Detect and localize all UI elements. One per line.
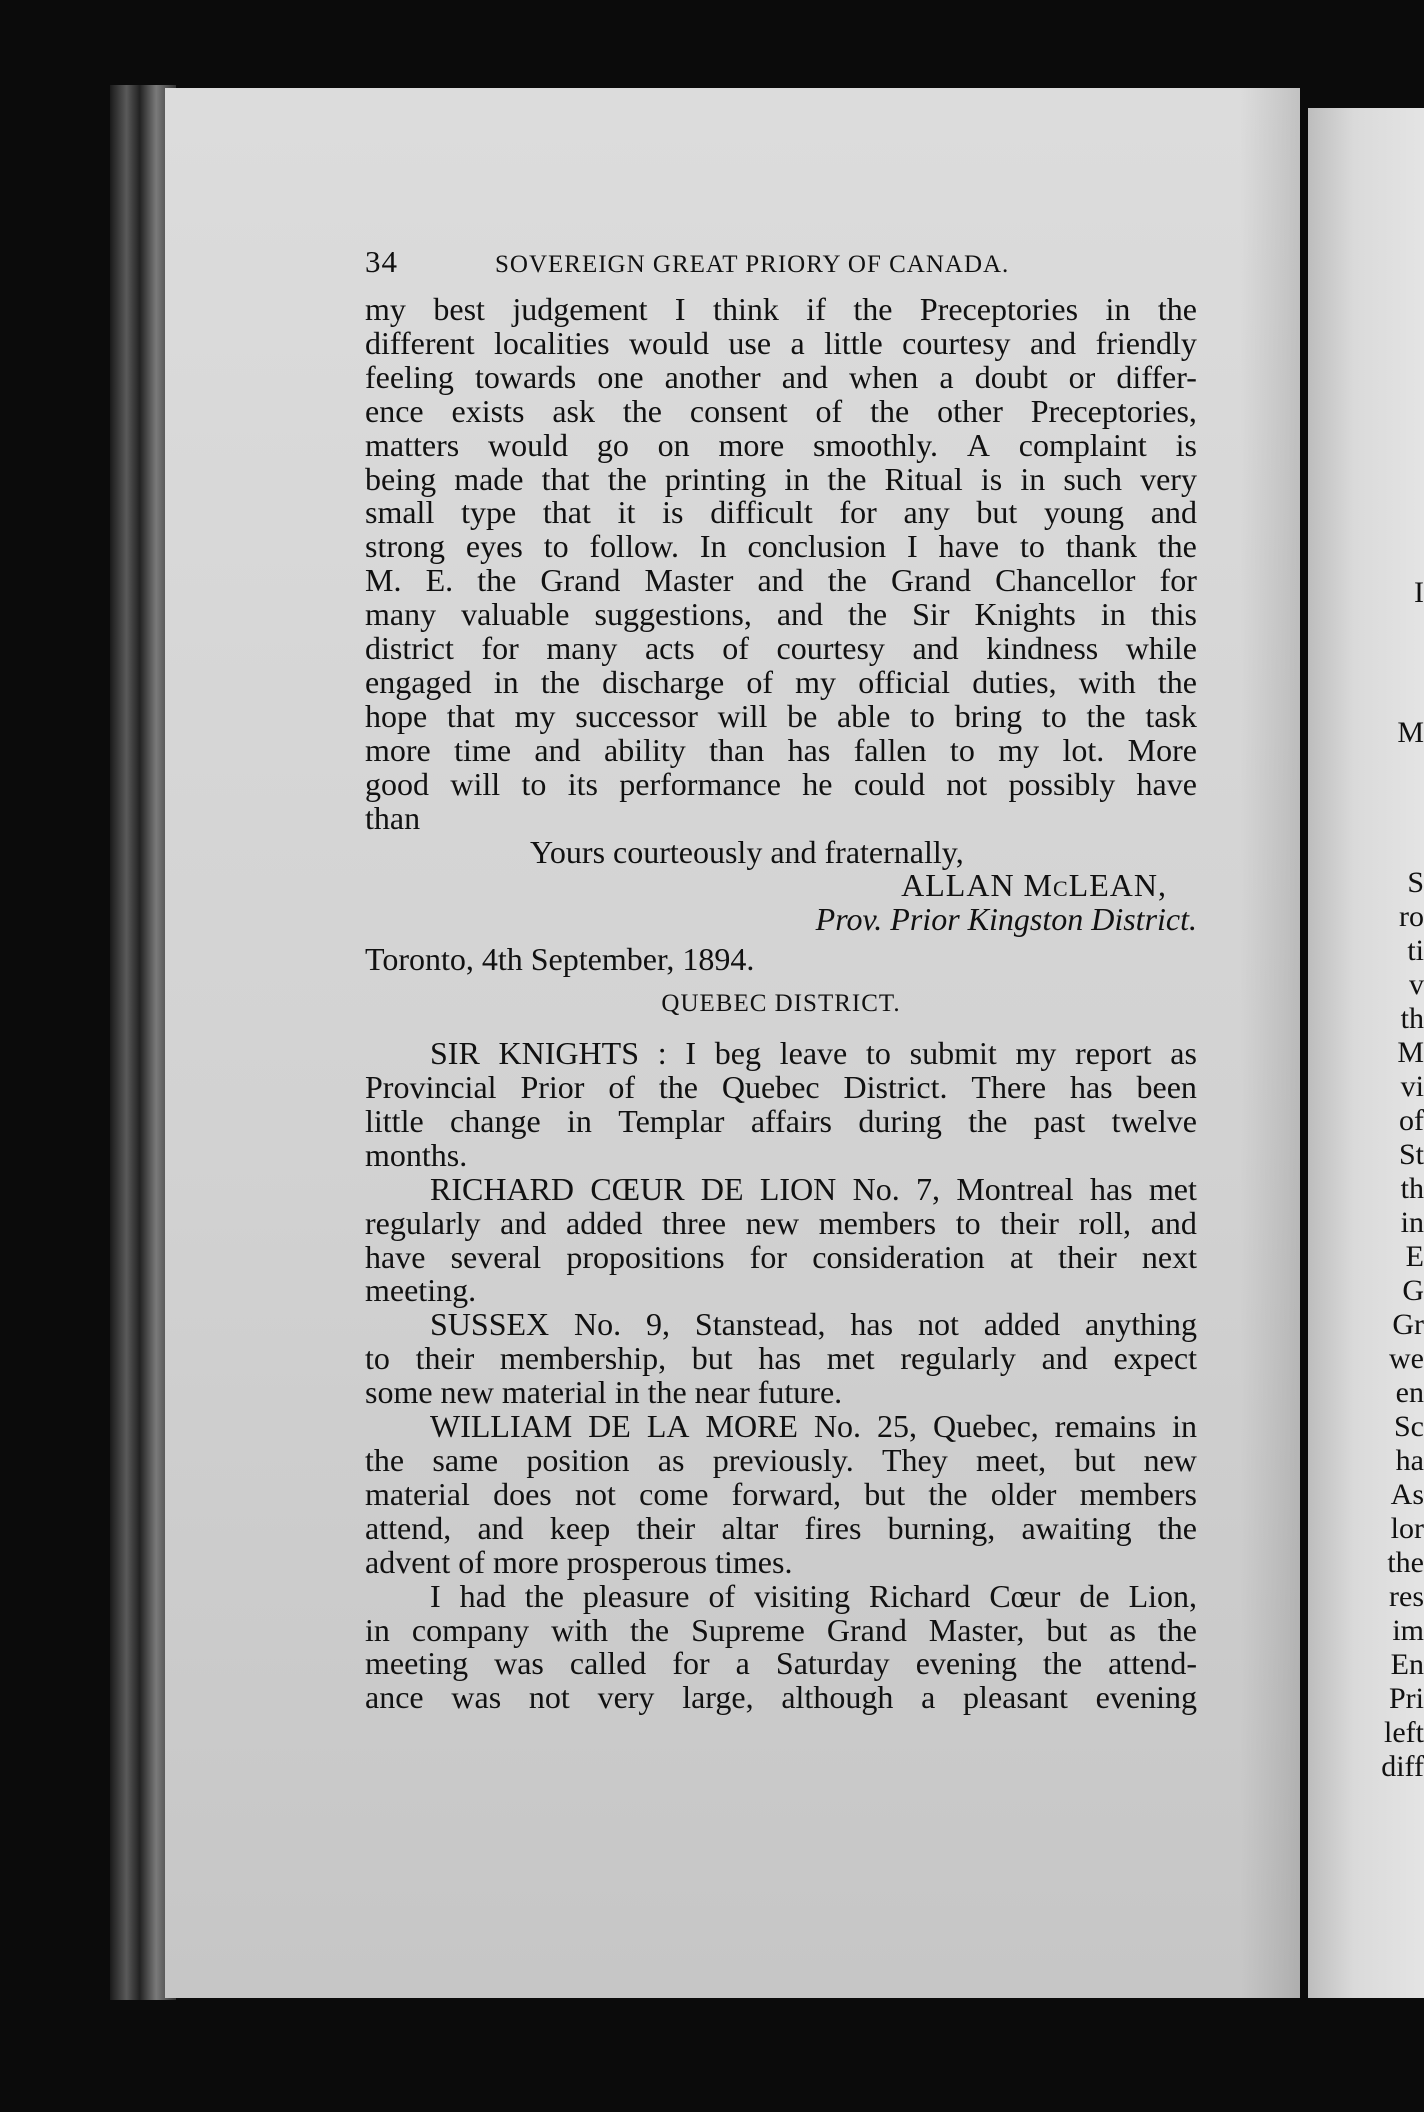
adjacent-fragment: im xyxy=(1392,1614,1424,1647)
adjacent-fragment: diff xyxy=(1381,1750,1424,1783)
adjacent-fragment: Sc xyxy=(1394,1410,1424,1443)
text-line: WILLIAM DE LA MORE No. 25, Quebec, remains in xyxy=(430,1408,1197,1445)
adjacent-page-edge xyxy=(1308,108,1424,1998)
paragraph xyxy=(365,1577,1197,1716)
signature-name: ALLAN McLEAN, xyxy=(901,867,1167,904)
adjacent-fragment: M xyxy=(1397,1036,1424,1069)
text-line: my best judgement I think if the Preceptories in the xyxy=(365,291,1197,327)
adjacent-fragment: E xyxy=(1405,1240,1424,1273)
text-line: RICHARD CŒUR DE LION No. 7, Montreal has met xyxy=(430,1170,1197,1207)
adjacent-fragment: en xyxy=(1395,1376,1424,1409)
adjacent-fragment: ti xyxy=(1407,934,1424,967)
adjacent-fragment: left xyxy=(1384,1716,1424,1749)
text-line: advent of more prosperous times. xyxy=(365,1543,793,1580)
adjacent-fragment: I xyxy=(1414,576,1424,609)
text-line: ance was not very large, although a pleasant evening xyxy=(365,1679,1197,1716)
text-line: meeting. xyxy=(365,1272,477,1309)
text-line: engaged in the discharge of my official duties, with the xyxy=(365,663,1197,700)
text-line: M. E. the Grand Master and the Grand Chancellor for xyxy=(365,562,1197,599)
adjacent-fragment: St xyxy=(1398,1138,1424,1171)
paragraph xyxy=(365,1037,1197,1173)
adjacent-fragment: As xyxy=(1390,1478,1424,1511)
adjacent-fragment: Pri xyxy=(1388,1682,1424,1715)
page-number: 34 xyxy=(365,244,398,279)
adjacent-fragment: v xyxy=(1409,968,1424,1001)
adjacent-fragment: En xyxy=(1390,1648,1424,1681)
text-line: regularly and added three new members to their roll, and xyxy=(365,1204,1197,1241)
text-line: matters would go on more smoothly. A complaint is xyxy=(365,426,1197,463)
adjacent-fragment: M xyxy=(1397,716,1424,749)
adjacent-fragment: G xyxy=(1402,1274,1424,1307)
text-line: Provincial Prior of the Quebec District. There has been xyxy=(365,1069,1197,1106)
text-line: in company with the Supreme Grand Master, but as the xyxy=(365,1611,1197,1648)
page-text xyxy=(365,245,1197,1715)
text-line: the same position as previously. They meet, but new xyxy=(365,1442,1197,1478)
text-line: to their membership, but has met regularly and expect xyxy=(365,1340,1197,1377)
section-heading: QUEBEC DISTRICT. xyxy=(661,990,901,1018)
text-line: meeting was called for a Saturday evening the attend- xyxy=(365,1645,1197,1682)
dateline: Toronto, 4th September, 1894. xyxy=(365,941,755,978)
adjacent-fragment: res xyxy=(1389,1580,1424,1613)
text-line: months. xyxy=(365,1136,468,1173)
text-line: than xyxy=(365,799,421,836)
text-line: district for many acts of courtesy and kindness while xyxy=(365,630,1197,667)
adjacent-fragment: lor xyxy=(1390,1512,1424,1545)
paragraph xyxy=(365,1410,1197,1580)
adjacent-fragment: th xyxy=(1400,1172,1424,1205)
text-line: have several propositions for consideration at their next xyxy=(365,1238,1197,1275)
text-line: SUSSEX No. 9, Stanstead, has not added anything xyxy=(430,1306,1197,1343)
text-line: little change in Templar affairs during the past twelve xyxy=(365,1102,1197,1139)
adjacent-fragment: we xyxy=(1389,1342,1424,1375)
text-line: being made that the printing in the Ritual is in such very xyxy=(365,460,1197,497)
text-line: attend, and keep their altar fires burning, awaiting the xyxy=(365,1509,1197,1546)
signature-title: Prov. Prior Kingston District. xyxy=(815,901,1197,938)
adjacent-fragment: ro xyxy=(1399,900,1424,933)
text-line: I had the pleasure of visiting Richard Cœur de Lion, xyxy=(430,1577,1197,1614)
text-line: more time and ability than has fallen to my lot. More xyxy=(365,731,1197,768)
text-line: many valuable suggestions, and the Sir Knights in this xyxy=(365,596,1197,633)
paragraph-continued xyxy=(365,293,1197,836)
adjacent-fragment: Gr xyxy=(1392,1308,1424,1341)
text-line: material does not come forward, but the older members xyxy=(365,1475,1197,1512)
text-line: small type that it is difficult for any but young and xyxy=(365,494,1197,531)
closing-salutation: Yours courteously and fraternally, xyxy=(530,833,964,870)
adjacent-fragment: in xyxy=(1400,1206,1424,1239)
text-line: different localities would use a little courtesy and friendly xyxy=(365,324,1197,361)
text-line: some new material in the near future. xyxy=(365,1374,843,1411)
paragraph xyxy=(365,1308,1197,1410)
adjacent-fragment: S xyxy=(1407,866,1424,899)
text-line: feeling towards one another and when a doubt or differ- xyxy=(365,358,1197,395)
paragraph xyxy=(365,1170,1197,1309)
adjacent-fragment: vi xyxy=(1400,1070,1424,1103)
text-line: strong eyes to follow. In conclusion I have to thank the xyxy=(365,528,1197,565)
running-title: SOVEREIGN GREAT PRIORY OF CANADA. xyxy=(495,251,1010,278)
adjacent-fragment: th xyxy=(1400,1002,1424,1035)
adjacent-fragment: the xyxy=(1387,1546,1424,1579)
text-line: hope that my successor will be able to bring to the task xyxy=(365,697,1197,734)
adjacent-fragment: ha xyxy=(1395,1444,1424,1477)
adjacent-fragment: of xyxy=(1399,1104,1424,1137)
text-line: good will to its performance he could not possibly have xyxy=(365,765,1197,802)
text-line: ence exists ask the consent of the other Preceptories, xyxy=(365,392,1197,429)
text-line: SIR KNIGHTS : I beg leave to submit my report as xyxy=(430,1035,1197,1072)
running-head xyxy=(365,245,1197,279)
